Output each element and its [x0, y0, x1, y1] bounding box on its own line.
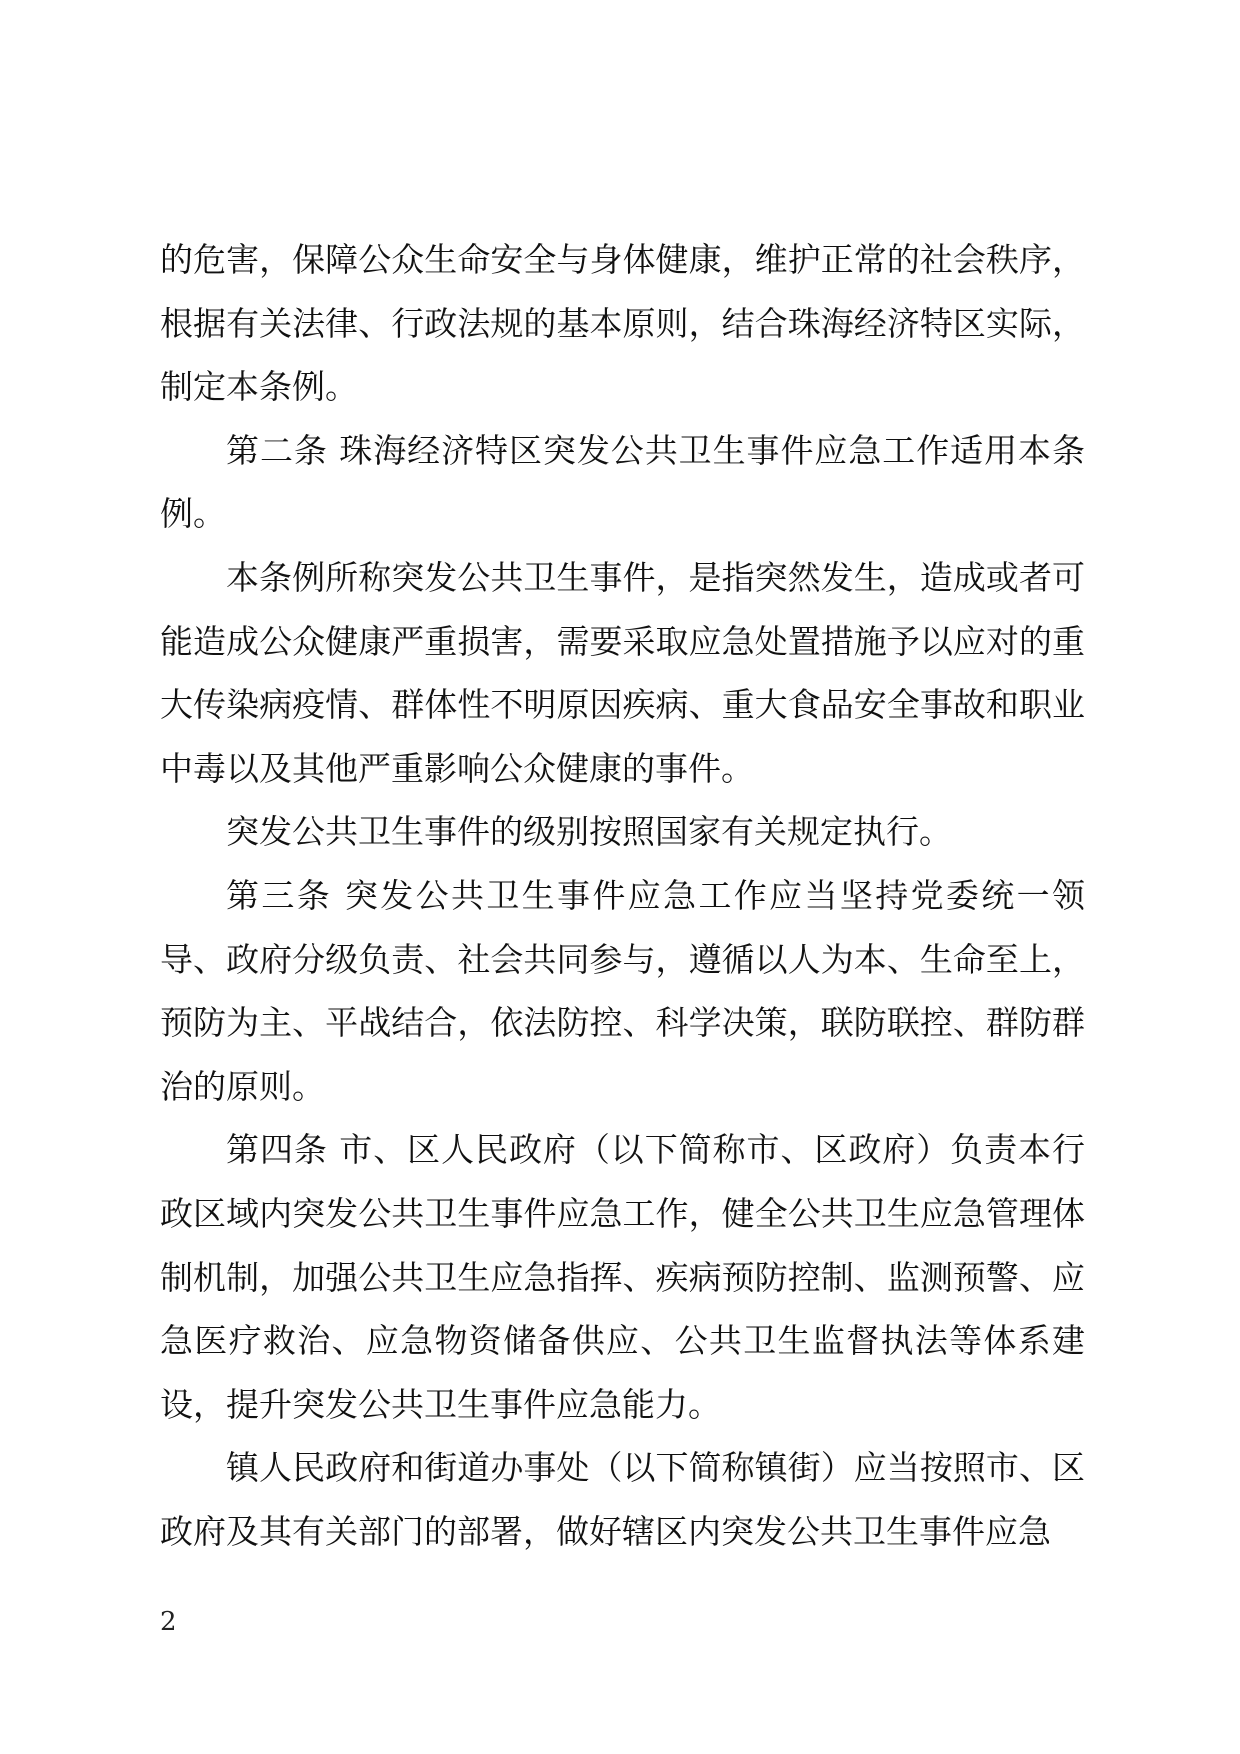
paragraph-continuation: 的危害，保障公众生命安全与身体健康，维护正常的社会秩序，根据有关法律、行政法规的基本原则，结合珠海经济特区实际，制定本条例。 [160, 240, 1085, 407]
paragraph-event-level: 突发公共卫生事件的级别按照国家有关规定执行。 [226, 812, 952, 852]
body-text [160, 228, 1085, 1563]
paragraph-definition: 本条例所称突发公共卫生事件，是指突然发生，造成或者可能造成公众健康严重损害，需要采取应急处置措施予以应对的重大传染病疫情、群体性不明原因疾病、重大食品安全事故和职业中毒以及其他严重影响公众健康的事件。 [160, 557, 1085, 788]
paragraph-township: 镇人民政府和街道办事处（以下简称镇街）应当按照市、区政府及其有关部门的部署，做好辖区内突发公共卫生事件应急 [160, 1448, 1085, 1551]
paragraph-article-3: 第三条 突发公共卫生事件应急工作应当坚持党委统一领导、政府分级负责、社会共同参与，遵循以人为本、生命至上，预防为主、平战结合，依法防控、科学决策，联防联控、群防群治的原则。 [160, 875, 1085, 1106]
paragraph-article-2: 第二条 珠海经济特区突发公共卫生事件应急工作适用本条例。 [160, 430, 1085, 534]
paragraph-article-4: 第四条 市、区人民政府（以下简称市、区政府）负责本行政区域内突发公共卫生事件应急工作，健全公共卫生应急管理体制机制，加强公共卫生应急指挥、疾病预防控制、监测预警、应急医疗救治、应急物资储备供应、公共卫生监督执法等体系建设，提升突发公共卫生事件应急能力。 [160, 1130, 1085, 1424]
page-number: 2 [160, 1607, 177, 1637]
